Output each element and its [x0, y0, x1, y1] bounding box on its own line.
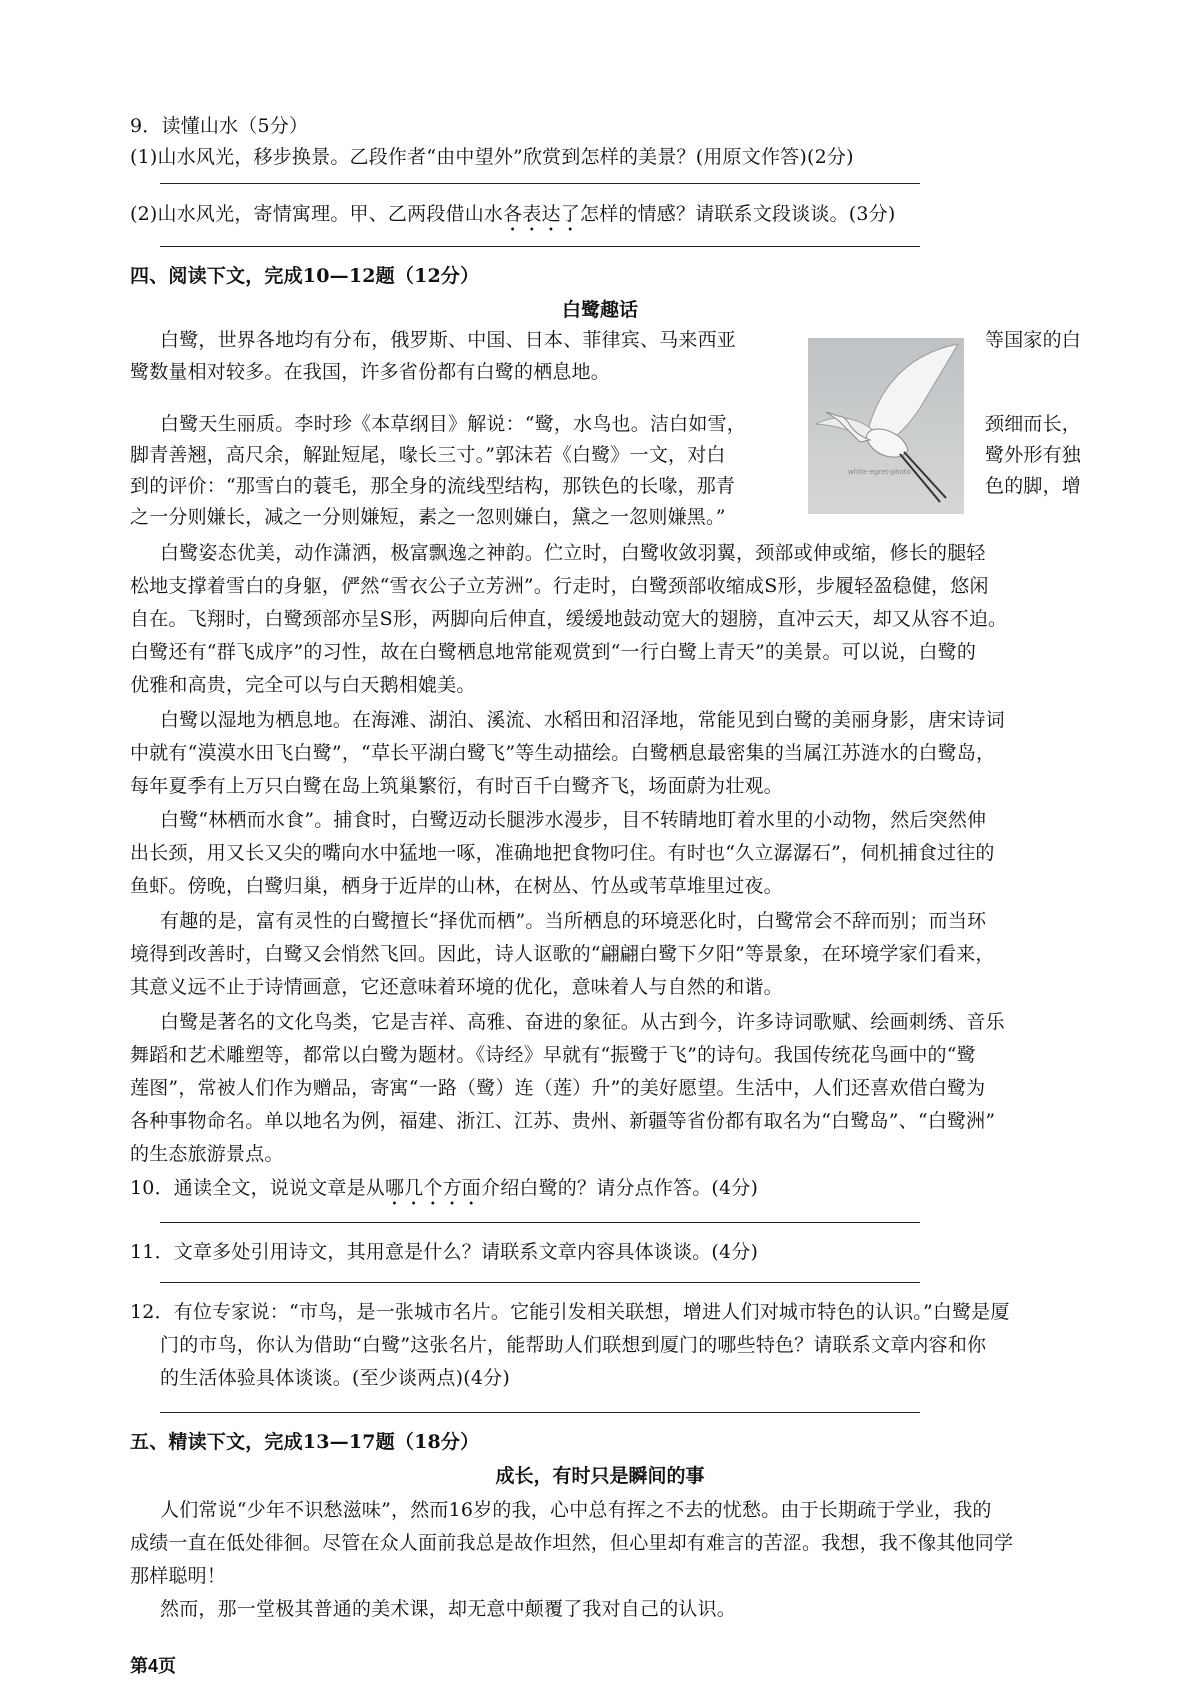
emphasis-text: 各表达了 [503, 203, 580, 225]
section-heading: 五、精读下文，完成13—17题（18分） [130, 1431, 480, 1453]
para-1: 白鹭，世界各地均有分布，俄罗斯、中国、日本、菲律宾、马来西亚 [160, 329, 737, 351]
text-line: 出长颈，用又长又尖的嘴向水中猛地一啄，准确地把食物叼住。有时也“久立潺潺石”，伺机捕食过往的 [130, 842, 995, 864]
text-line: 成绩一直在低处徘徊。尽管在众人面前我总是故作坦然，但心里却有难言的苦涩。我想，我不像其他同学 [130, 1532, 1014, 1554]
q9-part2: (2)山水风光，寄情寓理。甲、乙两段借山水各表达了怎样的情感？请联系文段谈谈。(3分) [130, 203, 896, 225]
text-line: 自在。飞翔时，白鹭颈部亦呈S形，两脚向后伸直，缓缓地鼓动宽大的翅膀，直冲云天，却又从容不迫。 [130, 608, 1008, 630]
section-heading: 四、阅读下文，完成10—12题（12分） [130, 265, 480, 287]
text-line: 各种事物命名。单以地名为例，福建、浙江、江苏、贵州、新疆等省份都有取名为“白鹭岛”、“白鹭洲” [130, 1110, 996, 1132]
para-2-line2: 脚青善翘，高尺余，解趾短尾，喙长三寸。”郭沫若《白鹭》一文，对白 [130, 444, 726, 466]
answer-line[interactable] [160, 1282, 920, 1283]
q10: 10．通读全文，说说文章是从哪几个方面介绍白鹭的？请分点作答。(4分) [130, 1177, 759, 1199]
text-line: 境得到改善时，白鹭又会悄然飞回。因此，诗人讴歌的“翩翩白鹭下夕阳”等景象，在环境学家们看来， [130, 943, 995, 965]
q11: 11．文章多处引用诗文，其用意是什么？请联系文章内容具体谈谈。(4分) [130, 1241, 759, 1263]
emphasis-text: 哪几个方面 [384, 1177, 481, 1199]
text-line: 白鹭以湿地为栖息地。在海滩、湖泊、溪流、水稻田和沼泽地，常能见到白鹭的美丽身影，唐宋诗词 [160, 709, 1005, 731]
text-line: 白鹭“林栖而水食”。捕食时，白鹭迈动长腿涉水漫步，目不转睛地盯着水里的小动物，然后突然伸 [160, 809, 987, 831]
text-line: 松地支撑着雪白的身躯，俨然“雪衣公子立芳洲”。行走时，白鹭颈部收缩成S形，步履轻盈稳健，悠闲 [130, 575, 989, 597]
para-2-end: 颈细而长， [985, 413, 1082, 435]
answer-line[interactable] [160, 246, 920, 247]
answer-line[interactable] [160, 1412, 920, 1413]
answer-line[interactable] [160, 183, 920, 184]
article-title: 成长，有时只是瞬间的事 [495, 1465, 705, 1487]
page-number: 第4页 [130, 1656, 177, 1676]
q9-title: 9．读懂山水（5分） [130, 115, 309, 137]
text-line: 那样聪明！ [130, 1565, 227, 1587]
q12-line1: 12．有位专家说：“市鸟，是一张城市名片。它能引发相关联想，增进人们对城市特色的认识。”白鹭是厦 [130, 1301, 1010, 1323]
egret-photo [808, 338, 964, 514]
text-line: 白鹭是著名的文化鸟类，它是吉祥、高雅、奋进的象征。从古到今，许多诗词歌赋、绘画刺绣、音乐 [160, 1011, 1005, 1033]
text-line: 舞蹈和艺术雕塑等，都常以白鹭为题材。《诗经》早就有“振鹭于飞”的诗句。我国传统花鸟画中的“鹭 [130, 1044, 976, 1066]
text-line: 莲图”，常被人们作为赠品，寄寓“一路（鹭）连（莲）升”的美好愿望。生活中，人们还喜欢借白鹭为 [130, 1077, 986, 1099]
text-line: 有趣的是，富有灵性的白鹭擅长“择优而栖”。当所栖息的环境恶化时，白鹭常会不辞而别；而当环 [160, 910, 987, 932]
answer-line[interactable] [160, 1222, 920, 1223]
text-line: 每年夏季有上万只白鹭在岛上筑巢繁衍，有时百千白鹭齐飞，场面蔚为壮观。 [130, 775, 783, 797]
para-2-end2: 鹭外形有独 [985, 444, 1082, 466]
text-line: 然而，那一堂极其普通的美术课，却无意中颠覆了我对自己的认识。 [160, 1598, 737, 1620]
text-line: 其意义远不止于诗情画意，它还意味着环境的优化，意味着人与自然的和谐。 [130, 976, 783, 998]
para-1-end: 等国家的白 [985, 329, 1082, 351]
para-2-line4: 之一分则嫌长，减之一分则嫌短，素之一忽则嫌白，黛之一忽则嫌黑。” [130, 506, 726, 528]
article-title: 白鹭趣话 [561, 299, 638, 321]
text-line: 的生态旅游景点。 [130, 1143, 284, 1165]
svg-text:white-egret-photo: white-egret-photo [848, 468, 911, 476]
text-line: 中就有“漠漠水田飞白鹭”，“草长平湖白鹭飞”等生动描绘。白鹭栖息最密集的当属江苏涟水的白鹭岛， [130, 742, 996, 764]
para-2-line3: 到的评价：“那雪白的蓑毛，那全身的流线型结构，那铁色的长喙，那青 [130, 475, 736, 497]
text-line: 白鹭姿态优美，动作潇洒，极富飘逸之神韵。伫立时，白鹭收敛羽翼，颈部或伸或缩，修长的腿轻 [160, 542, 986, 564]
q9-part1: (1)山水风光，移步换景。乙段作者“由中望外”欣赏到怎样的美景？(用原文作答)(2分) [130, 146, 854, 168]
para-2-end3: 色的脚，增 [985, 475, 1082, 497]
para-1-line2: 鹭数量相对较多。在我国，许多省份都有白鹭的栖息地。 [130, 361, 611, 383]
text-line: 白鹭还有“群飞成序”的习性，故在白鹭栖息地常能观赏到“一行白鹭上青天”的美景。可以说，白鹭的 [130, 641, 977, 663]
para-2: 白鹭天生丽质。李时珍《本草纲目》解说：“鹭，水鸟也。洁白如雪， [160, 413, 746, 435]
q12-line3: 的生活体验具体谈谈。(至少谈两点)(4分) [160, 1367, 510, 1389]
text-line: 人们常说“少年不识愁滋味”，然而16岁的我，心中总有挥之不去的忧愁。由于长期疏于学业，我的 [160, 1499, 992, 1521]
q12-line2: 门的市鸟，你认为借助“白鹭”这张名片，能帮助人们联想到厦门的哪些特色？请联系文章内容和你 [160, 1334, 987, 1356]
text-line: 优雅和高贵，完全可以与白天鹅相媲美。 [130, 674, 476, 696]
text-line: 鱼虾。傍晚，白鹭归巢，栖身于近岸的山林，在树丛、竹丛或苇草堆里过夜。 [130, 875, 783, 897]
